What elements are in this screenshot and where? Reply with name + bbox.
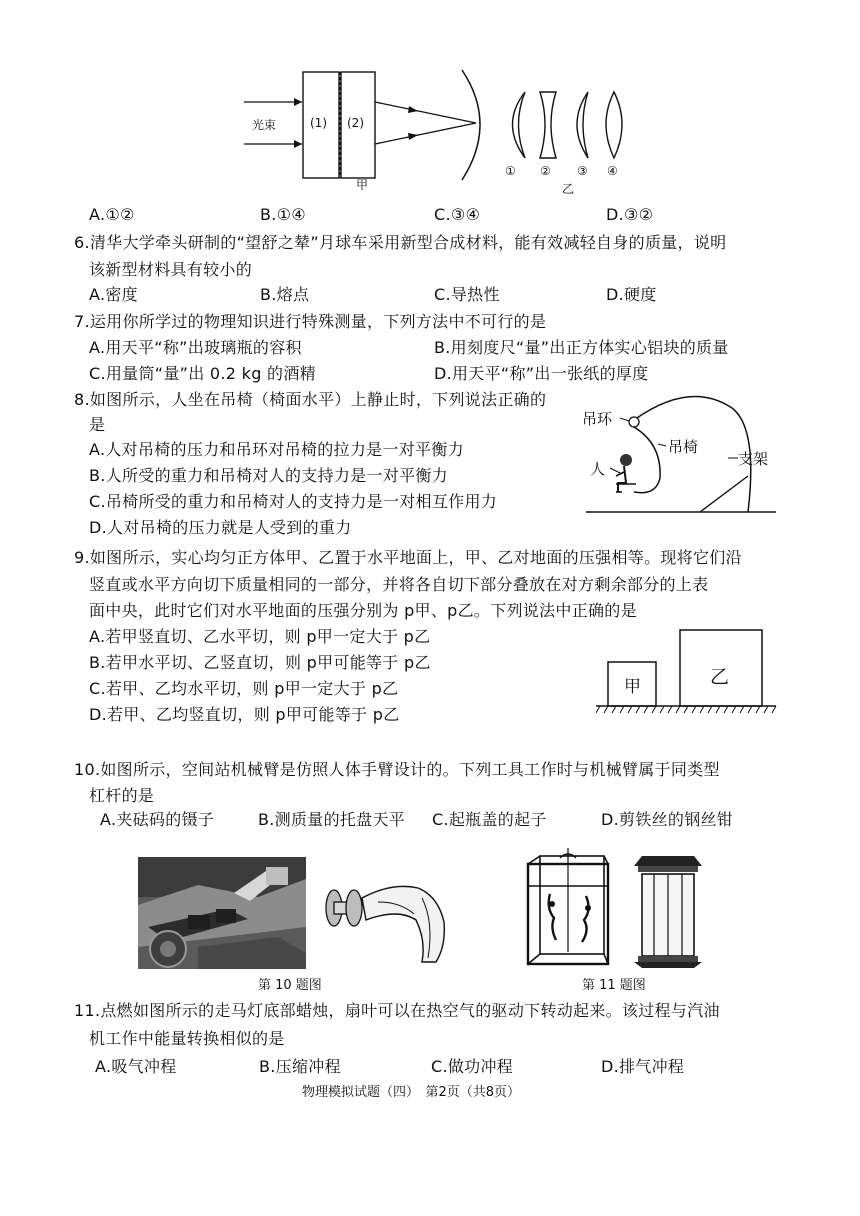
yi-label: 乙 (562, 182, 575, 196)
q7-stem: 7.运用你所学过的物理知识进行特殊测量，下列方法中不可行的是 (74, 312, 547, 331)
q11-option-c: C.做功冲程 (431, 1057, 514, 1076)
q5-option-a: A.①② (89, 205, 135, 224)
q8-option-d: D.人对吊椅的压力就是人受到的重力 (89, 518, 352, 537)
q8-option-c: C.吊椅所受的重力和吊椅对人的支持力是一对相互作用力 (89, 492, 498, 511)
jia-label: 甲 (356, 178, 369, 192)
q7-option-c: C.用量筒“量”出 0.2 kg 的酒精 (89, 364, 316, 383)
q6-option-b: B.熔点 (260, 285, 310, 304)
q9-stem-3: 面中央，此时它们对水平地面的压强分别为 p甲、p乙。下列说法中正确的是 (89, 601, 637, 620)
q9-option-a: A.若甲竖直切、乙水平切，则 p甲一定大于 p乙 (89, 627, 431, 646)
q9-stem-1: 9.如图所示，实心均匀正方体甲、乙置于水平地面上，甲、乙对地面的压强相等。现将它们沿 (74, 548, 742, 567)
fig-chair-label: 吊椅 (668, 438, 699, 456)
q7-option-d: D.用天平“称”出一张纸的厚度 (434, 364, 649, 383)
q11-stem-1: 11.点燃如图所示的走马灯底部蜡烛，扇叶可以在热空气的驱动下转动起来。该过程与汽油 (74, 1001, 720, 1020)
cube-jia-label: 甲 (624, 677, 641, 697)
fig-ring-label: 吊环 (582, 410, 613, 428)
box2-label: (2) (347, 116, 364, 130)
q9-option-c: C.若甲、乙均水平切，则 p甲一定大于 p乙 (89, 679, 399, 698)
lens-num-4: ④ (607, 164, 618, 178)
q8-stem-2: 是 (89, 415, 106, 434)
lens-num-1: ① (505, 164, 516, 178)
q11-option-d: D.排气冲程 (601, 1057, 685, 1076)
lens-num-2: ② (540, 164, 551, 178)
cubes-figure (596, 620, 778, 720)
q8-stem-1: 8.如图所示，人坐在吊椅（椅面水平）上静止时，下列说法正确的 (74, 390, 547, 409)
q10-stem-1: 10.如图所示，空间站机械臂是仿照人体手臂设计的。下列工具工作时与机械臂属于同类型 (74, 760, 720, 779)
q11-option-a: A.吸气冲程 (95, 1057, 177, 1076)
q5-option-d: D.③② (606, 205, 654, 224)
q5-option-c: C.③④ (434, 205, 481, 224)
q10-option-a: A.夹砝码的镊子 (100, 810, 215, 829)
lantern-drawing (628, 852, 708, 970)
q6-option-a: A.密度 (89, 285, 138, 304)
box1-label: (1) (310, 116, 327, 130)
cube-yi-label: 乙 (710, 666, 730, 688)
lens-num-3: ③ (577, 164, 588, 178)
q5-option-b: B.①④ (260, 205, 306, 224)
q10-option-d: D.剪铁丝的钢丝钳 (601, 810, 734, 829)
q6-option-c: C.导热性 (434, 285, 500, 304)
beam-label: 光束 (252, 118, 277, 132)
q9-option-d: D.若甲、乙均竖直切，则 p甲可能等于 p乙 (89, 705, 400, 724)
q9-stem-2: 竖直或水平方向切下质量相同的一部分，并将各自切下部分叠放在对方剩余部分的上表 (89, 575, 709, 594)
q8-option-b: B.人所受的重力和吊椅对人的支持力是一对平衡力 (89, 466, 448, 485)
q11-option-b: B.压缩冲程 (259, 1057, 341, 1076)
page-footer: 物理模拟试题（四） 第2页（共8页） (302, 1085, 521, 1100)
q10-option-b: B.测质量的托盘天平 (258, 810, 406, 829)
q9-option-b: B.若甲水平切、乙竖直切，则 p甲可能等于 p乙 (89, 653, 431, 672)
lantern-frame-drawing (520, 848, 618, 972)
q7-option-b: B.用刻度尺“量”出正方体实心铝块的质量 (434, 338, 729, 357)
q11-stem-2: 机工作中能量转换相似的是 (89, 1029, 285, 1048)
human-arm-drawing (318, 862, 456, 966)
robotic-arm-photo (138, 857, 306, 969)
q7-option-a: A.用天平“称”出玻璃瓶的容积 (89, 338, 302, 357)
fig-stand-label: 支架 (738, 450, 769, 468)
q10-figure-caption: 第 10 题图 (258, 978, 322, 993)
q6-option-d: D.硬度 (606, 285, 657, 304)
q6-stem-1: 6.清华大学牵头研制的“望舒之辇”月球车采用新型合成材料，能有效减轻自身的质量，说明 (74, 233, 727, 252)
q6-stem-2: 该新型材料具有较小的 (89, 260, 253, 279)
fig-person-label: 人 (590, 460, 606, 478)
q8-option-a: A.人对吊椅的压力和吊环对吊椅的拉力是一对平衡力 (89, 440, 464, 459)
q11-figure-caption: 第 11 题图 (582, 978, 646, 993)
q10-stem-2: 杠杆的是 (89, 786, 155, 805)
q10-option-c: C.起瓶盖的起子 (432, 810, 547, 829)
